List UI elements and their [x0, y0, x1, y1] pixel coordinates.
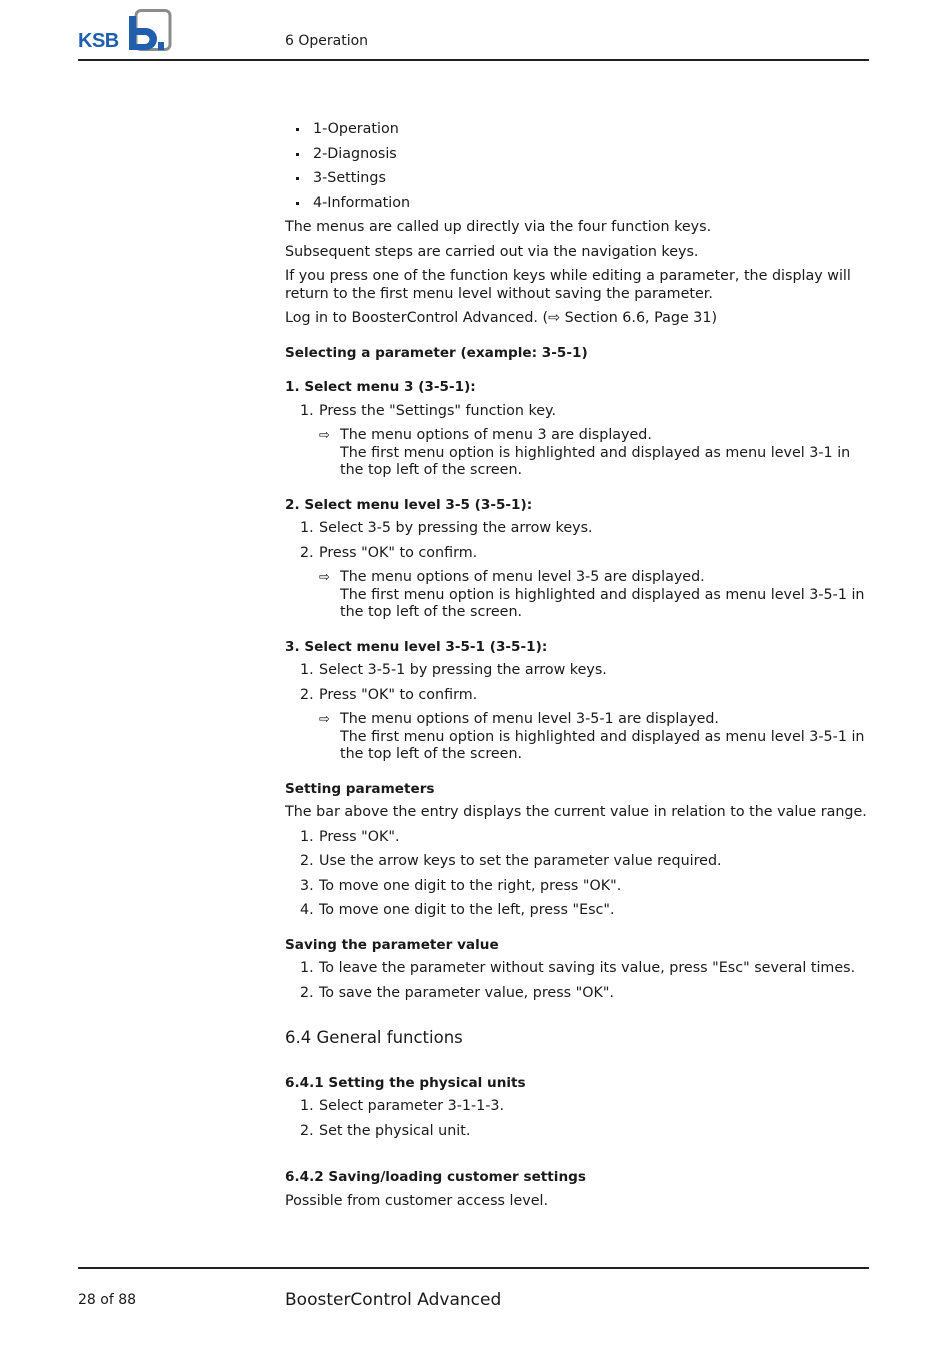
footer-divider: [78, 1267, 869, 1269]
step-number: 2.: [300, 686, 314, 703]
result-line: The menu options of menu 3 are displayed.: [340, 427, 652, 443]
list-item: [285, 687, 870, 705]
step-text: To leave the parameter without saving its value, press "Esc" several times.: [319, 960, 856, 976]
paragraph: Subsequent steps are carried out via the navigation keys.: [285, 243, 699, 260]
step-number: 1.: [300, 828, 314, 845]
list-item: [285, 545, 870, 563]
list-item: [285, 902, 870, 920]
step-text: Select parameter 3-1-1-3.: [319, 1098, 505, 1114]
list-item: [285, 520, 870, 538]
list-item: [285, 1098, 870, 1116]
page-content: [285, 121, 870, 1217]
step-heading: 1. Select menu 3 (3-5-1):: [285, 379, 476, 395]
paragraph: If you press one of the function keys while editing a parameter, the display will return to the first menu level without saving the parameter.: [285, 268, 851, 302]
step-list: [285, 403, 870, 421]
result-block: [285, 711, 870, 764]
step-list: [285, 1098, 870, 1140]
paragraph: Possible from customer access level.: [285, 1192, 549, 1209]
result-block: [285, 427, 870, 480]
paragraph: The bar above the entry displays the current value in relation to the value range.: [285, 804, 867, 820]
step-text: Select 3-5-1 by pressing the arrow keys.: [319, 662, 607, 678]
step-list: [285, 960, 870, 1002]
section-heading: Selecting a parameter (example: 3-5-1): [285, 344, 588, 361]
list-item: 1-Operation: [296, 121, 870, 139]
result-line: The first menu option is highlighted and displayed as menu level 3-5-1 in the top left of the screen.: [340, 586, 865, 620]
ksb-logo: [78, 8, 178, 54]
login-text: Log in to BoosterControl Advanced. (: [285, 310, 549, 326]
list-item: [285, 662, 870, 680]
step-number: 1.: [300, 662, 314, 678]
subsection-title: 6.4.2 Saving/loading customer settings: [285, 1169, 586, 1185]
list-item: [285, 985, 870, 1003]
login-paragraph: [285, 310, 870, 328]
section-heading: Setting parameters: [285, 780, 435, 797]
list-item: [285, 829, 870, 847]
step-number: 1.: [300, 1098, 314, 1114]
cross-reference-link[interactable]: Section 6.6, Page 31): [560, 310, 718, 326]
list-item: [285, 853, 870, 871]
result-line: The menu options of menu level 3-5 are displayed.: [340, 569, 705, 585]
paragraph: The menus are called up directly via the four function keys.: [285, 219, 712, 235]
page-number: 28 of 88: [78, 1292, 137, 1308]
step-number: 2.: [300, 984, 314, 1001]
step-list: [285, 829, 870, 920]
subsection-title: 6.4.1 Setting the physical units: [285, 1074, 526, 1091]
step-text: Press the "Settings" function key.: [319, 402, 556, 419]
result-block: [285, 569, 870, 622]
step-number: 1.: [300, 960, 314, 976]
list-item: [285, 1123, 870, 1141]
list-item: 3-Settings: [296, 170, 870, 188]
ksb-b-icon: [127, 9, 173, 53]
step-heading: 2. Select menu level 3-5 (3-5-1):: [285, 496, 533, 513]
step-text: Press "OK".: [319, 828, 400, 845]
result-arrow-icon: ⇨: [319, 712, 330, 727]
list-item: [285, 960, 870, 978]
result-line: The first menu option is highlighted and displayed as menu level 3-1 in the top left of the screen.: [340, 444, 851, 478]
header-section-title: 6 Operation: [285, 33, 369, 49]
list-item: [285, 878, 870, 896]
menu-list: [296, 121, 870, 212]
step-list: [285, 662, 870, 704]
logo-text: KSB: [78, 30, 119, 52]
header-divider: [78, 59, 869, 61]
step-text: Select 3-5 by pressing the arrow keys.: [319, 520, 593, 536]
result-arrow-icon: ⇨: [319, 570, 330, 585]
step-heading: 3. Select menu level 3-5-1 (3-5-1):: [285, 638, 548, 655]
step-text: Use the arrow keys to set the parameter value required.: [319, 853, 722, 869]
section-title: 6.4 General functions: [285, 1028, 463, 1047]
step-text: Press "OK" to confirm.: [319, 686, 478, 703]
step-text: Press "OK" to confirm.: [319, 544, 478, 561]
result-line: The menu options of menu level 3-5-1 are displayed.: [340, 711, 719, 727]
document-title: BoosterControl Advanced: [285, 1290, 502, 1310]
step-text: To move one digit to the left, press "Esc".: [319, 902, 615, 918]
step-text: Set the physical unit.: [319, 1122, 471, 1139]
step-number: 2.: [300, 544, 314, 561]
step-number: 2.: [300, 1122, 314, 1139]
step-number: 3.: [300, 877, 314, 894]
step-text: To save the parameter value, press "OK".: [319, 984, 614, 1001]
step-number: 1.: [300, 520, 314, 536]
result-line: The first menu option is highlighted and displayed as menu level 3-5-1 in the top left of the screen.: [340, 728, 865, 762]
step-text: To move one digit to the right, press "OK".: [319, 877, 622, 894]
step-number: 1.: [300, 402, 314, 419]
list-item: [285, 403, 870, 421]
step-list: [285, 520, 870, 562]
cross-reference-arrow-icon: ⇨: [548, 310, 561, 326]
result-arrow-icon: ⇨: [319, 428, 330, 443]
list-item: 2-Diagnosis: [296, 146, 870, 164]
list-item: 4-Information: [296, 195, 870, 213]
section-heading: Saving the parameter value: [285, 936, 499, 953]
step-number: 2.: [300, 853, 314, 869]
step-number: 4.: [300, 902, 314, 918]
